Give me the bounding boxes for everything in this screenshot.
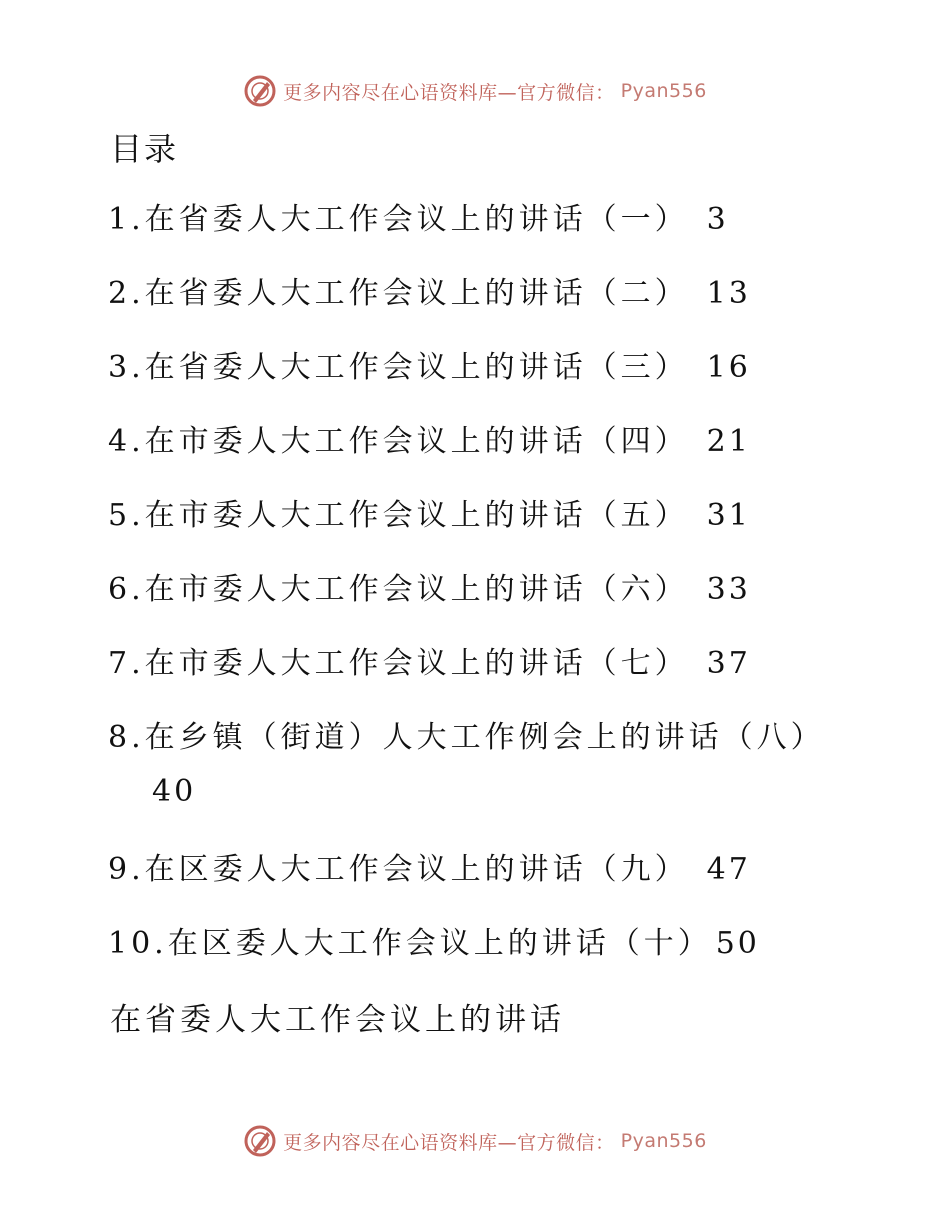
toc-item[interactable]: [108, 416, 838, 490]
header-watermark: [0, 74, 950, 108]
watermark-contact: Pyan556: [620, 1130, 707, 1152]
toc-item[interactable]: [108, 194, 838, 268]
toc-item-page: 47: [706, 852, 751, 887]
toc-item[interactable]: [108, 638, 838, 712]
toc-item[interactable]: [108, 844, 838, 918]
toc-item-label: 6.在市委人大工作会议上的讲话（六）: [108, 572, 689, 607]
toc-item-label: 8.在乡镇（街道）人大工作例会上的讲话（八）: [108, 720, 825, 755]
toc-item-label: 3.在省委人大工作会议上的讲话（三）: [108, 350, 689, 385]
footer-watermark: [0, 1124, 950, 1158]
toc-item[interactable]: [108, 342, 838, 416]
toc-item-page: 40: [152, 774, 197, 809]
watermark-text: 更多内容尽在心语资料库—官方微信：: [283, 1131, 615, 1154]
toc-item-label: 10.在区委人大工作会议上的讲话（十）: [108, 926, 712, 961]
toc-item-label: 1.在省委人大工作会议上的讲话（一）: [108, 202, 689, 237]
toc-item-label: 7.在市委人大工作会议上的讲话（七）: [108, 646, 689, 681]
watermark-text: 更多内容尽在心语资料库—官方微信：: [283, 81, 615, 104]
section-heading: 在省委人大工作会议上的讲话: [110, 1002, 565, 1038]
toc-item[interactable]: [108, 490, 838, 564]
toc-item[interactable]: [108, 712, 838, 844]
toc-item-page: 16: [706, 350, 751, 385]
toc-item-page: 31: [706, 498, 751, 533]
toc-item-page: 21: [706, 424, 751, 459]
toc-list: [108, 194, 838, 992]
toc-item[interactable]: [108, 268, 838, 342]
toc-title: 目录: [110, 130, 179, 168]
toc-item-page: 3: [706, 202, 729, 237]
toc-item-label: 9.在区委人大工作会议上的讲话（九）: [108, 852, 689, 887]
toc-item-label: 4.在市委人大工作会议上的讲话（四）: [108, 424, 689, 459]
toc-item-page: 13: [706, 276, 751, 311]
watermark-contact: Pyan556: [620, 80, 707, 102]
pen-logo-icon: [243, 74, 277, 108]
pen-logo-icon: [243, 1124, 277, 1158]
toc-item-label: 5.在市委人大工作会议上的讲话（五）: [108, 498, 689, 533]
toc-item[interactable]: [108, 564, 838, 638]
toc-item-label: 2.在省委人大工作会议上的讲话（二）: [108, 276, 689, 311]
toc-item-page: 33: [706, 572, 751, 607]
toc-item-page: 50: [715, 926, 760, 961]
toc-item[interactable]: [108, 918, 838, 992]
toc-item-page: 37: [706, 646, 751, 681]
